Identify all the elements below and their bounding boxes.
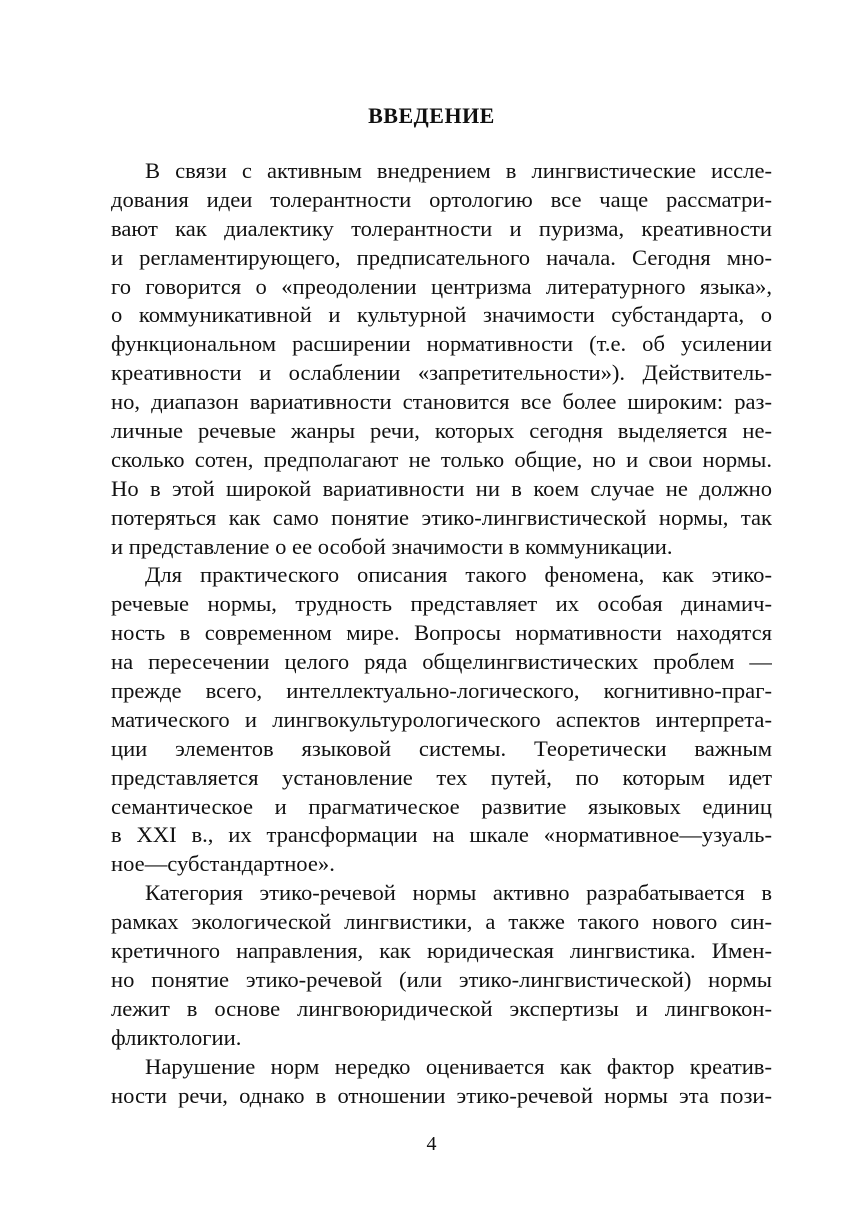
text-line: и представление о ее особой значимости в коммуникации. <box>111 533 673 559</box>
body-text <box>111 157 772 1110</box>
text-line: Категория этико-речевой нормы активно разрабатывается в <box>145 880 772 906</box>
text-line: но, диапазон вариативности становится все более широким: раз- <box>111 389 772 415</box>
text-line: дования идеи толерантности ортологию все чаще рассматри- <box>111 186 772 212</box>
text-line: ции элементов языковой системы. Теоретически важным <box>111 735 772 761</box>
text-line: Но в этой широкой вариативности ни в коем случае не должно <box>111 475 772 501</box>
text-line: креативности и ослаблении «запретительности»). Действитель- <box>111 360 772 386</box>
text-line: личные речевые жанры речи, которых сегодня выделяется не- <box>111 418 772 444</box>
text-line: потеряться как само понятие этико-лингвистической нормы, так <box>111 504 772 530</box>
text-line: о коммуникативной и культурной значимости субстандарта, о <box>111 302 772 328</box>
text-line: кретичного направления, как юридическая лингвистика. Имен- <box>111 938 772 964</box>
text-line: ность в современном мире. Вопросы нормативности находятся <box>111 620 772 646</box>
text-line: речевые нормы, трудность представляет их особая динамич- <box>111 591 772 617</box>
text-line: сколько сотен, предполагают не только общие, но и свои нормы. <box>111 446 772 472</box>
text-line: функциональном расширении нормативности (т.е. об усилении <box>111 331 772 357</box>
text-line: рамках экологической лингвистики, а также такого нового син- <box>111 909 772 935</box>
page-number: 4 <box>426 1133 437 1155</box>
text-line: вают как диалектику толерантности и пуризма, креативности <box>111 215 772 241</box>
text-line: на пересечении целого ряда общелингвистических проблем — <box>111 649 772 675</box>
text-line: прежде всего, интеллектуально-логического, когнитивно-праг- <box>111 678 772 704</box>
text-line: лежит в основе лингвоюридической экспертизы и лингвокон- <box>111 995 772 1021</box>
text-line: Для практического описания такого феномена, как этико- <box>145 562 772 588</box>
text-line: и регламентирующего, предписательного начала. Сегодня мно- <box>111 244 772 270</box>
text-line: матического и лингвокультурологического аспектов интерпрета- <box>111 706 772 732</box>
text-line: в XXI в., их трансформации на шкале «нормативное—узуаль- <box>111 822 772 848</box>
page-title: ВВЕДЕНИЕ <box>368 103 495 128</box>
text-line: Нарушение норм нередко оценивается как фактор креатив- <box>145 1053 772 1079</box>
text-line: но понятие этико-речевой (или этико-лингвистической) нормы <box>111 966 772 992</box>
text-line: представляется установление тех путей, по которым идет <box>111 764 772 790</box>
text-line: го говорится о «преодолении центризма литературного языка», <box>111 273 772 299</box>
text-line: ное—субстандартное». <box>111 851 335 877</box>
text-line: фликтологии. <box>111 1024 242 1050</box>
text-line: семантическое и прагматическое развитие языковых единиц <box>111 793 772 819</box>
text-line: В связи с активным внедрением в лингвистические иссле- <box>145 158 772 183</box>
text-line: ности речи, однако в отношении этико-речевой нормы эта пози- <box>111 1082 772 1108</box>
